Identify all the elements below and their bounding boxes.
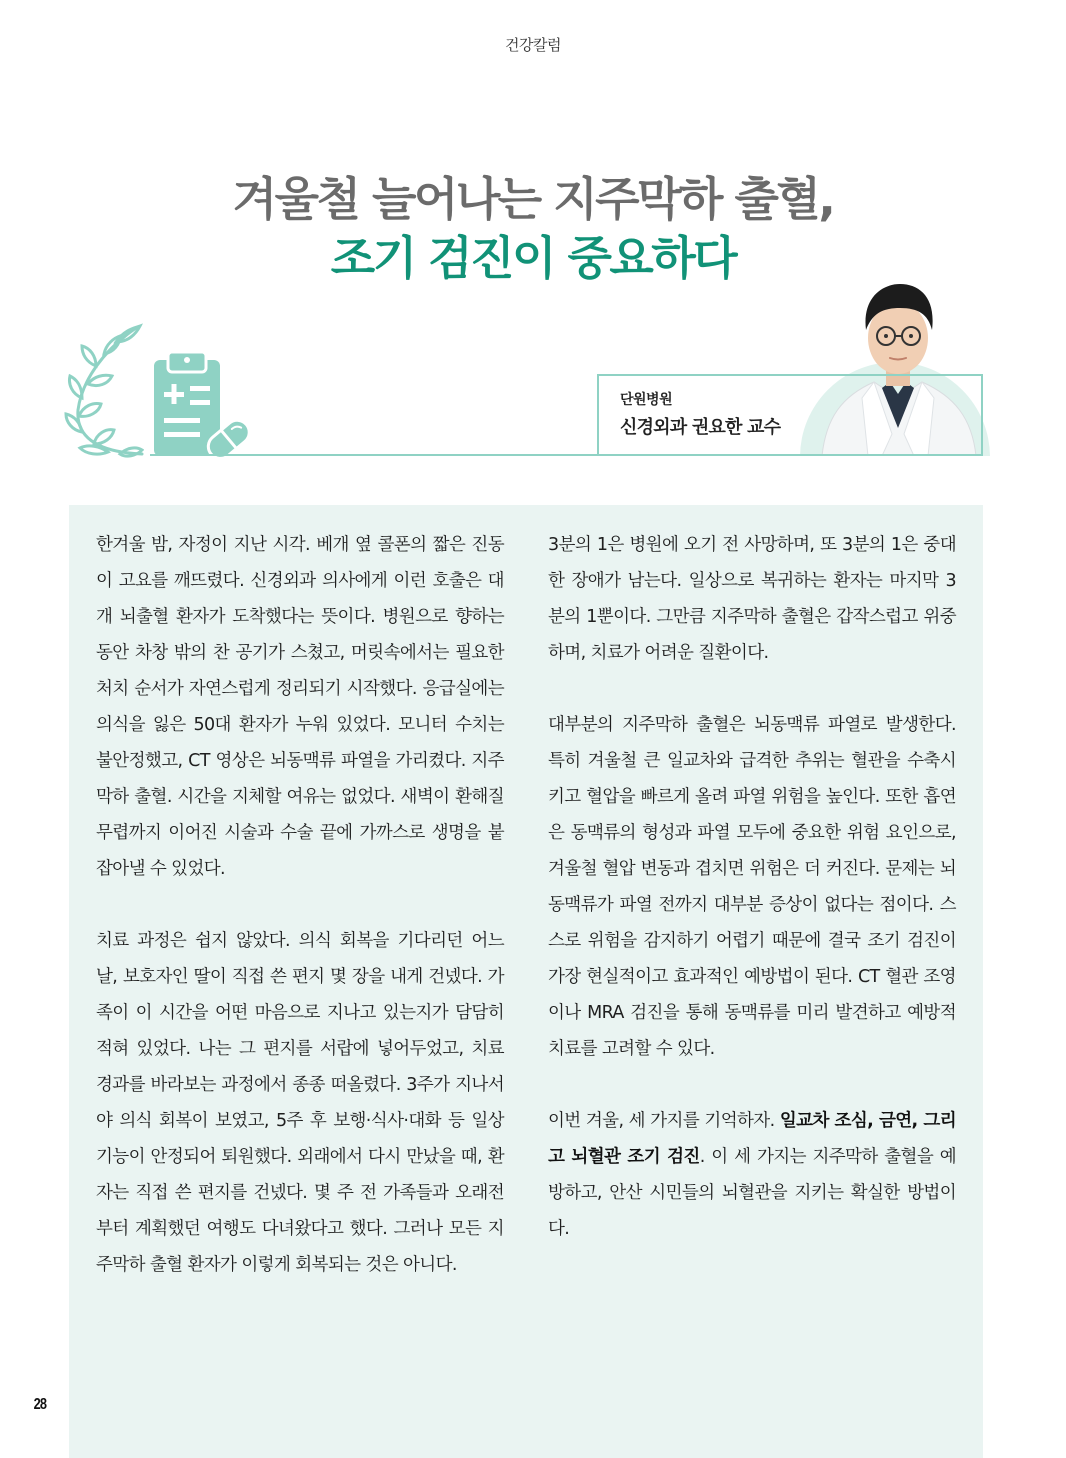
closing-outro: . 이 세 가지는 지주막하 출혈을 예방하고, 안산 시민들의 뇌혈관을 지키는 확실한 방법이다.: [548, 1147, 956, 1239]
leaf-branch-icon: [64, 320, 144, 470]
title-line-2: 조기 검진이 중요하다: [330, 231, 736, 285]
article-paragraph: 치료 과정은 쉽지 않았다. 의식 회복을 기다리던 어느 날, 보호자인 딸이 직접 쓴 편지 몇 장을 내게 건넸다. 가족이 이 시간을 어떤 마음으로 지나고 있는지가 담담히 적혀 있었다. 나는 그 편지를 서랍에 넣어두었고, 치료 경과를 바라보는 과정에서 종종 떠올렸다. 3주가 지나서야 의식 회복이 보였고, 5주 후 보행·식사·대화 등 일상 기능이 안정되어 퇴원했다. 외래에서 다시 만났을 때, 환자는 직접 쓴 편지를 건넸다. 몇 주 전 가족들과 오래전부터 계획했던 여행도 다녀왔다고 했다. 그러나 모든 지주막하 출혈 환자가 이렇게 회복되는 것은 아니다.: [96, 931, 504, 1275]
closing-intro: 이번 겨울, 세 가지를 기억하자.: [548, 1111, 780, 1131]
article-column-left: [96, 527, 504, 1283]
page-number: 28: [33, 1396, 47, 1413]
article-paragraph: 대부분의 지주막하 출혈은 뇌동맥류 파열로 발생한다. 특히 겨울철 큰 일교차와 급격한 추위는 혈관을 수축시키고 혈압을 빠르게 올려 파열 위험을 높인다. 또한 흡연은 동맥류의 형성과 파열 모두에 중요한 위험 요인으로, 겨울철 혈압 변동과 겹치면 위험은 더 커진다. 문제는 뇌동맥류가 파열 전까지 대부분 증상이 없다는 점이다. 스스로 위험을 감지하기 어렵기 때문에 결국 조기 검진이 가장 현실적이고 효과적인 예방법이 된다. CT 혈관 조영이나 MRA 검진을 통해 동맥류를 미리 발견하고 예방적 치료를 고려할 수 있다.: [548, 715, 956, 1059]
article-paragraph: 3분의 1은 병원에 오기 전 사망하며, 또 3분의 1은 중대한 장애가 남는다. 일상으로 복귀하는 환자는 마지막 3분의 1뿐이다. 그만큼 지주막하 출혈은 갑작스럽고 위중하며, 치료가 어려운 질환이다.: [548, 535, 956, 663]
clipboard-pill-icon: [150, 348, 250, 466]
section-label: 건강칼럼: [505, 36, 561, 54]
article-column-right: [548, 527, 956, 1247]
closing-emphasis: 일교차 조심, 금연, 그리고 뇌혈관 조기 검진: [548, 1111, 956, 1167]
article-paragraph: 한겨울 밤, 자정이 지난 시각. 베개 옆 콜폰의 짧은 진동이 고요를 깨뜨렸다. 신경외과 의사에게 이런 호출은 대개 뇌출혈 환자가 도착했다는 뜻이다. 병원으로 향하는 동안 차창 밖의 찬 공기가 스쳤고, 머릿속에서는 필요한 처치 순서가 자연스럽게 정리되기 시작했다. 응급실에는 의식을 잃은 50대 환자가 누워 있었다. 모니터 수치는 불안정했고, CT 영상은 뇌동맥류 파열을 가리켰다. 지주막하 출혈. 시간을 지체할 여유는 없었다. 새벽이 환해질 무렵까지 이어진 시술과 수술 끝에 가까스로 생명을 붙잡아낼 수 있었다.: [96, 535, 504, 879]
author-name: 신경외과 권요한 교수: [620, 417, 781, 438]
author-organization: 단원병원: [620, 392, 673, 408]
title-line-1: 겨울철 늘어나는 지주막하 출혈,: [232, 172, 834, 226]
closing-paragraph: [548, 1103, 956, 1247]
page-title: [0, 170, 1066, 288]
